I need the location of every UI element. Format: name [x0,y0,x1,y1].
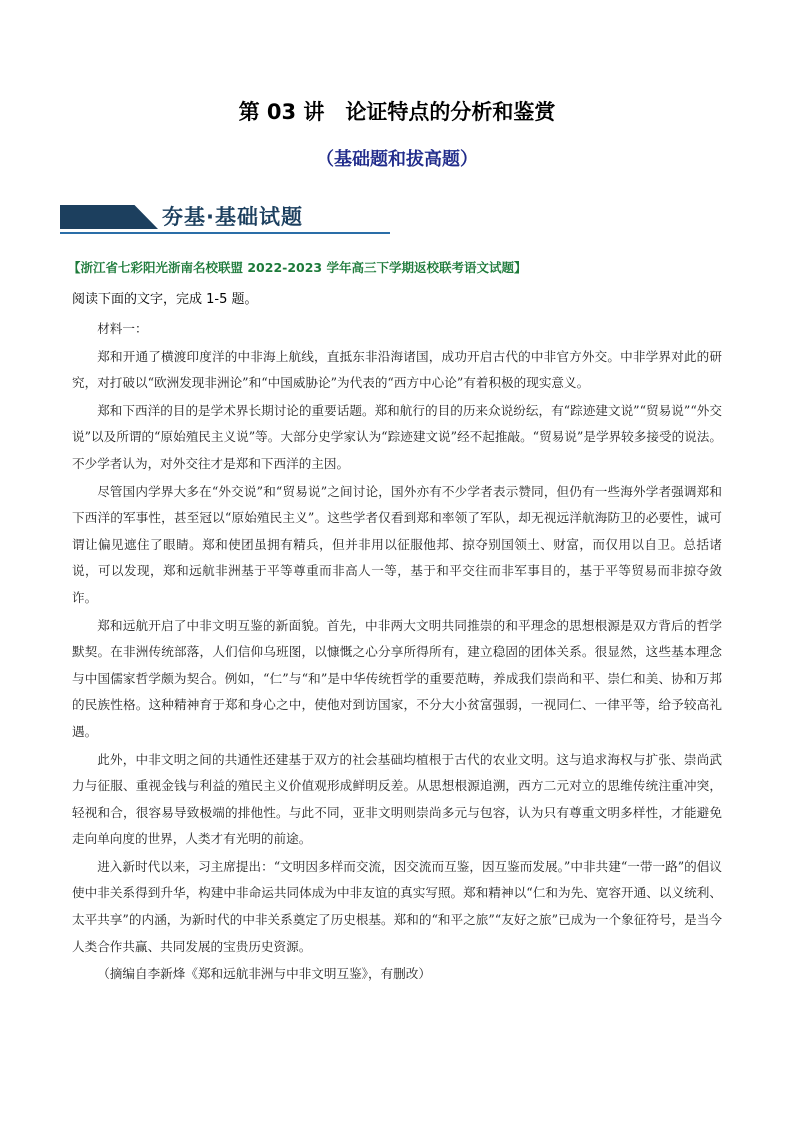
page-subtitle: （基础题和拔高题） [316,149,478,170]
material-label: 材料一： [97,321,148,336]
passage-paragraph: 郑和下西洋的目的是学术界长期讨论的重要话题。郑和航行的目的历来众说纷纭，有“踪迹建文说”“贸易说”“外交说”以及所谓的“原始殖民主义说”等。大部分史学家认为“踪迹建文说”经不起推敲。“贸易说”是学界较多接受的说法。不少学者认为，对外交往才是郑和下西洋的主因。 [72,402,722,471]
passage-paragraph: 进入新时代以来，习主席提出：“文明因多样而交流，因交流而互鉴，因互鉴而发展。”中非共建“一带一路”的倡议使中非关系得到升华，构建中非命运共同体成为中非友谊的真实写照。郑和精神以“仁和为先、宽容开通、以义统利、太平共享”的内涵，为新时代的中非关系奠定了历史根基。郑和的“和平之旅”“友好之旅”已成为一个象征符号，是当今人类合作共赢、共同发展的宝贵历史资源。 [72,858,722,954]
section-heading: 夯基·基础试题 [162,205,303,229]
passage-paragraph: 郑和开通了横渡印度洋的中非海上航线，直抵东非沿海诸国，成功开启古代的中非官方外交。中非学界对此的研究，对打破以“欧洲发现非洲论”和“中国威胁论”为代表的“西方中心论”有着积极的现实意义。 [72,348,722,391]
section-banner [60,198,390,238]
passage-citation: （摘编自李新烽《郑和远航非洲与中非文明互鉴》，有删改） [97,966,431,982]
passage-paragraph: 尽管国内学界大多在“外交说”和“贸易说”之间讨论，国外亦有不少学者表示赞同，但仍有一些海外学者强调郑和下西洋的军事性，甚至冠以“原始殖民主义”。这些学者仅看到郑和率领了军队，却无视远洋航海防卫的必要性，诚可谓让偏见遮住了眼睛。郑和使团虽拥有精兵，但并非用以征服他邦、掠夺别国领土、财富，而仅用以自卫。总括诸说，可以发现，郑和远航非洲基于平等尊重而非高人一等，基于和平交往而非军事目的，基于平等贸易而非掠夺敛诈。 [72,483,722,605]
banner-underline [60,232,390,234]
banner-decoration [60,205,158,229]
passage-paragraph: 郑和远航开启了中非文明互鉴的新面貌。首先，中非两大文明共同推崇的和平理念的思想根源是双方背后的哲学默契。在非洲传统部落，人们信仰乌班图，以慷慨之心分享所得所有，建立稳固的团体关系。很显然，这些基本理念与中国儒家哲学颇为契合。例如，“仁”与“和”是中华传统哲学的重要范畴，养成我们崇尚和平、崇仁和美、协和万邦的民族性格。这种精神育于郑和身心之中，使他对到访国家，不分大小贫富强弱，一视同仁、一律平等，给予较高礼遇。 [72,617,722,739]
reading-instruction: 阅读下面的文字，完成 1-5 题。 [72,292,258,307]
question-source: 【浙江省七彩阳光浙南名校联盟 2022-2023 学年高三下学期返校联考语文试题】 [68,260,527,275]
passage-paragraph: 此外，中非文明之间的共通性还建基于双方的社会基础均植根于古代的农业文明。这与追求海权与扩张、崇尚武力与征服、重视金钱与利益的殖民主义价值观形成鲜明反差。从思想根源追溯，西方二元对立的思维传统注重冲突，轻视和合，很容易导致极端的排他性。与此不同，亚非文明则崇尚多元与包容，认为只有尊重文明多样性，才能避免走向单向度的世界，人类才有光明的前途。 [72,751,722,847]
reading-passage [72,316,722,989]
page-title: 第 03 讲 论证特点的分析和鉴赏 [238,100,556,124]
